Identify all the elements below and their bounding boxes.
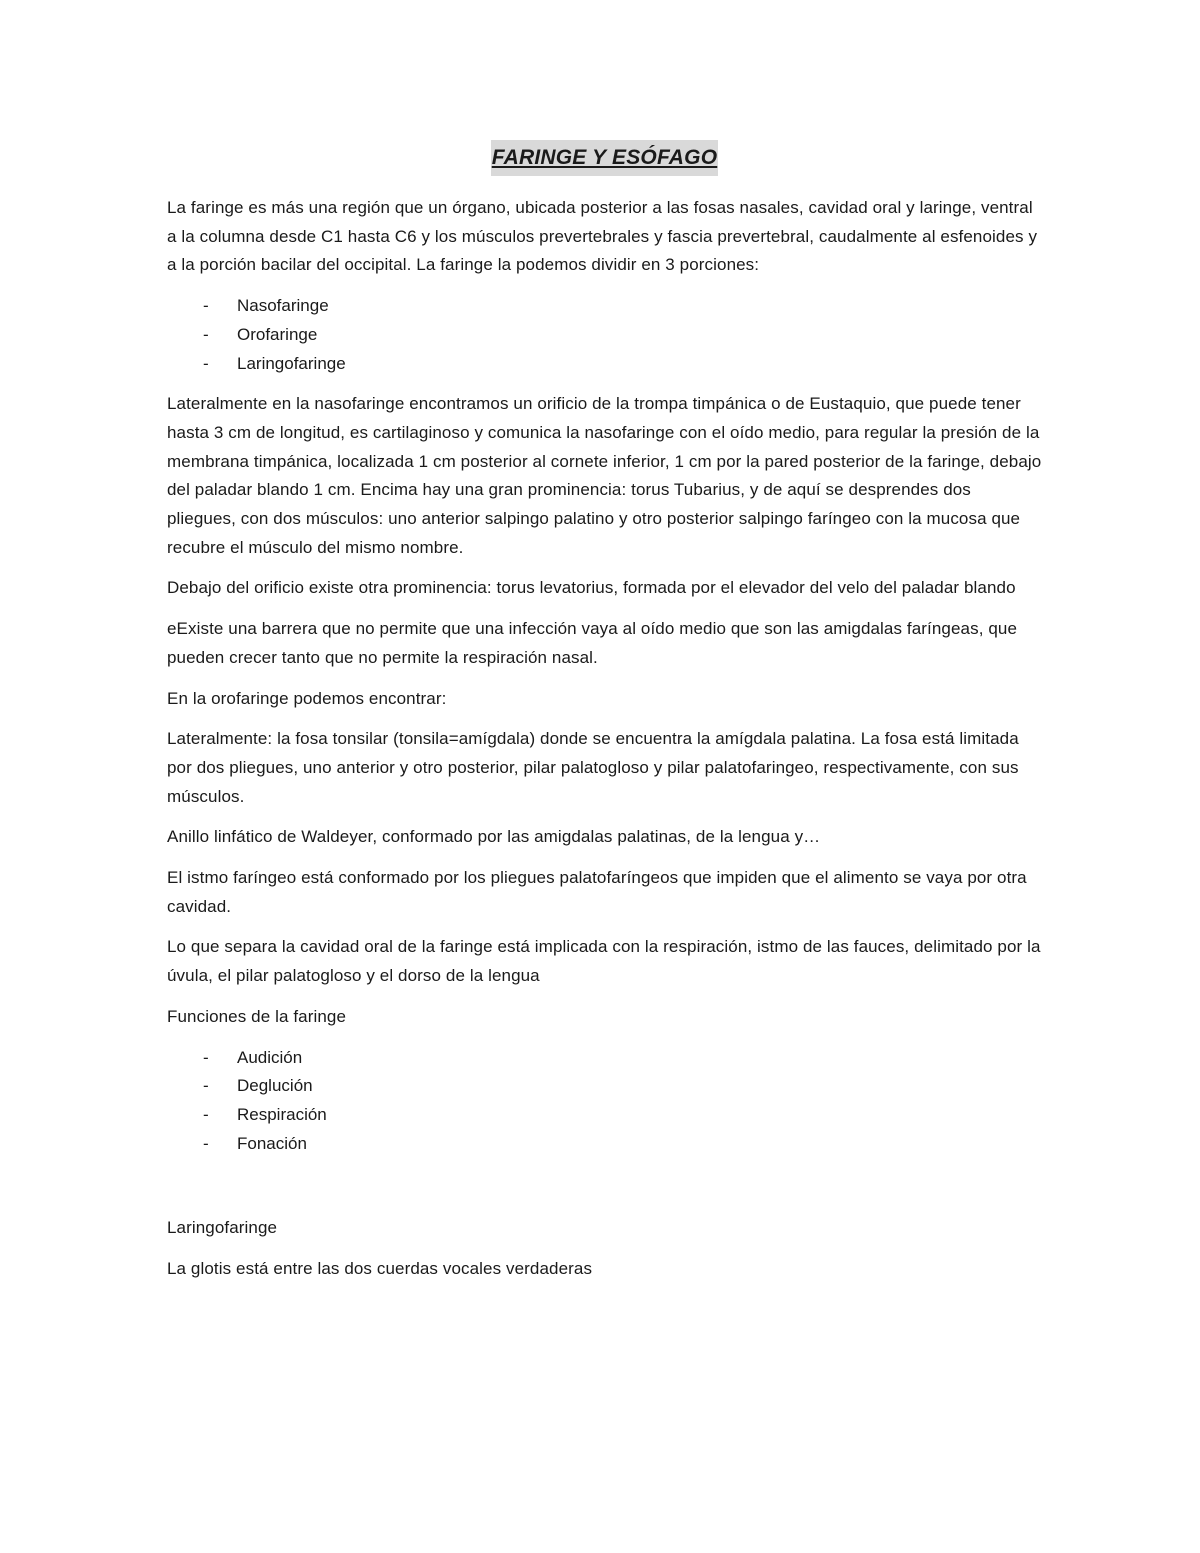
page-title: FARINGE Y ESÓFAGO — [491, 140, 719, 176]
list-item — [167, 350, 1042, 379]
blank-line — [167, 1170, 1042, 1214]
list-item-label: Respiración — [237, 1104, 327, 1124]
paragraph-anillo-waldeyer: Anillo linfático de Waldeyer, conformado por las amigdalas palatinas, de la lengua y… — [167, 827, 821, 847]
dash-bullet: - — [203, 324, 209, 344]
list-item — [167, 1101, 1042, 1130]
laringofaringe-heading: Laringofaringe — [167, 1218, 278, 1238]
portions-list — [167, 292, 1042, 378]
paragraph-funciones-heading: Funciones de la faringe — [167, 1006, 347, 1026]
title-container — [167, 140, 1042, 176]
list-item — [167, 1072, 1042, 1101]
list-item-label: Fonación — [237, 1133, 307, 1153]
dash-bullet: - — [203, 1104, 209, 1124]
functions-list — [167, 1044, 1042, 1159]
list-item-label: Orofaringe — [237, 324, 318, 344]
document-body — [167, 140, 1042, 1296]
list-item-label: Deglución — [237, 1076, 313, 1096]
list-item-label: Laringofaringe — [237, 353, 346, 373]
paragraph-nasofaringe-orificio: Lateralmente en la nasofaringe encontramos un orificio de la trompa timpánica o de Eustaquio, que puede tener hasta 3 cm de longitud, es cartilaginoso y comunica la nasofaringe con el oído medio, para regular la presión de la membrana timpánica, localizada 1 cm posterior al cornete inferior, 1 cm por la pared posterior de la faringe, debajo del paladar blando 1 cm. Encima hay una gran prominencia: torus Tubarius, y de aquí se desprendes dos pliegues, con dos músculos: uno anterior salpingo palatino y otro posterior salpingo faríngeo con la mucosa que recubre el músculo del mismo nombre. — [167, 394, 1042, 557]
list-item — [167, 292, 1042, 321]
paragraph-barrera: eExiste una barrera que no permite que una infección vaya al oído medio que son las amigdalas faríngeas, que pueden crecer tanto que no permite la respiración nasal. — [167, 619, 1017, 667]
intro-paragraph: La faringe es más una región que un órgano, ubicada posterior a las fosas nasales, cavidad oral y laringe, ventral a la columna desde C1 hasta C6 y los músculos prevertebrales y fascia prevertebral, caudalmente al esfenoides y a la porción bacilar del occipital. La faringe la podemos dividir en 3 porciones: — [167, 198, 1038, 275]
list-item-label: Nasofaringe — [237, 296, 329, 316]
dash-bullet: - — [203, 1047, 209, 1067]
dash-bullet: - — [203, 353, 209, 373]
list-item — [167, 1130, 1042, 1159]
paragraph-istmo-faringeo: El istmo faríngeo está conformado por los pliegues palatofaríngeos que impiden que el alimento se vaya por otra cavidad. — [167, 868, 1027, 916]
dash-bullet: - — [203, 296, 209, 316]
paragraph-glotis: La glotis está entre las dos cuerdas vocales verdaderas — [167, 1259, 593, 1279]
paragraph-torus-levatorius: Debajo del orificio existe otra prominencia: torus levatorius, formada por el elevador del velo del paladar blando — [167, 578, 1016, 598]
dash-bullet: - — [203, 1076, 209, 1096]
list-item-label: Audición — [237, 1047, 303, 1067]
paragraph-orofaringe: En la orofaringe podemos encontrar: — [167, 688, 447, 708]
paragraph-fosa-tonsilar: Lateralmente: la fosa tonsilar (tonsila=amígdala) donde se encuentra la amígdala palatina. La fosa está limitada por dos pliegues, uno anterior y otro posterior, pilar palatogloso y pilar palatofaringeo, respectivamente, con sus músculos. — [167, 729, 1019, 806]
dash-bullet: - — [203, 1133, 209, 1153]
list-item — [167, 321, 1042, 350]
list-item — [167, 1044, 1042, 1073]
paragraph-istmo-fauces: Lo que separa la cavidad oral de la faringe está implicada con la respiración, istmo de las fauces, delimitado por la úvula, el pilar palatogloso y el dorso de la lengua — [167, 937, 1041, 986]
